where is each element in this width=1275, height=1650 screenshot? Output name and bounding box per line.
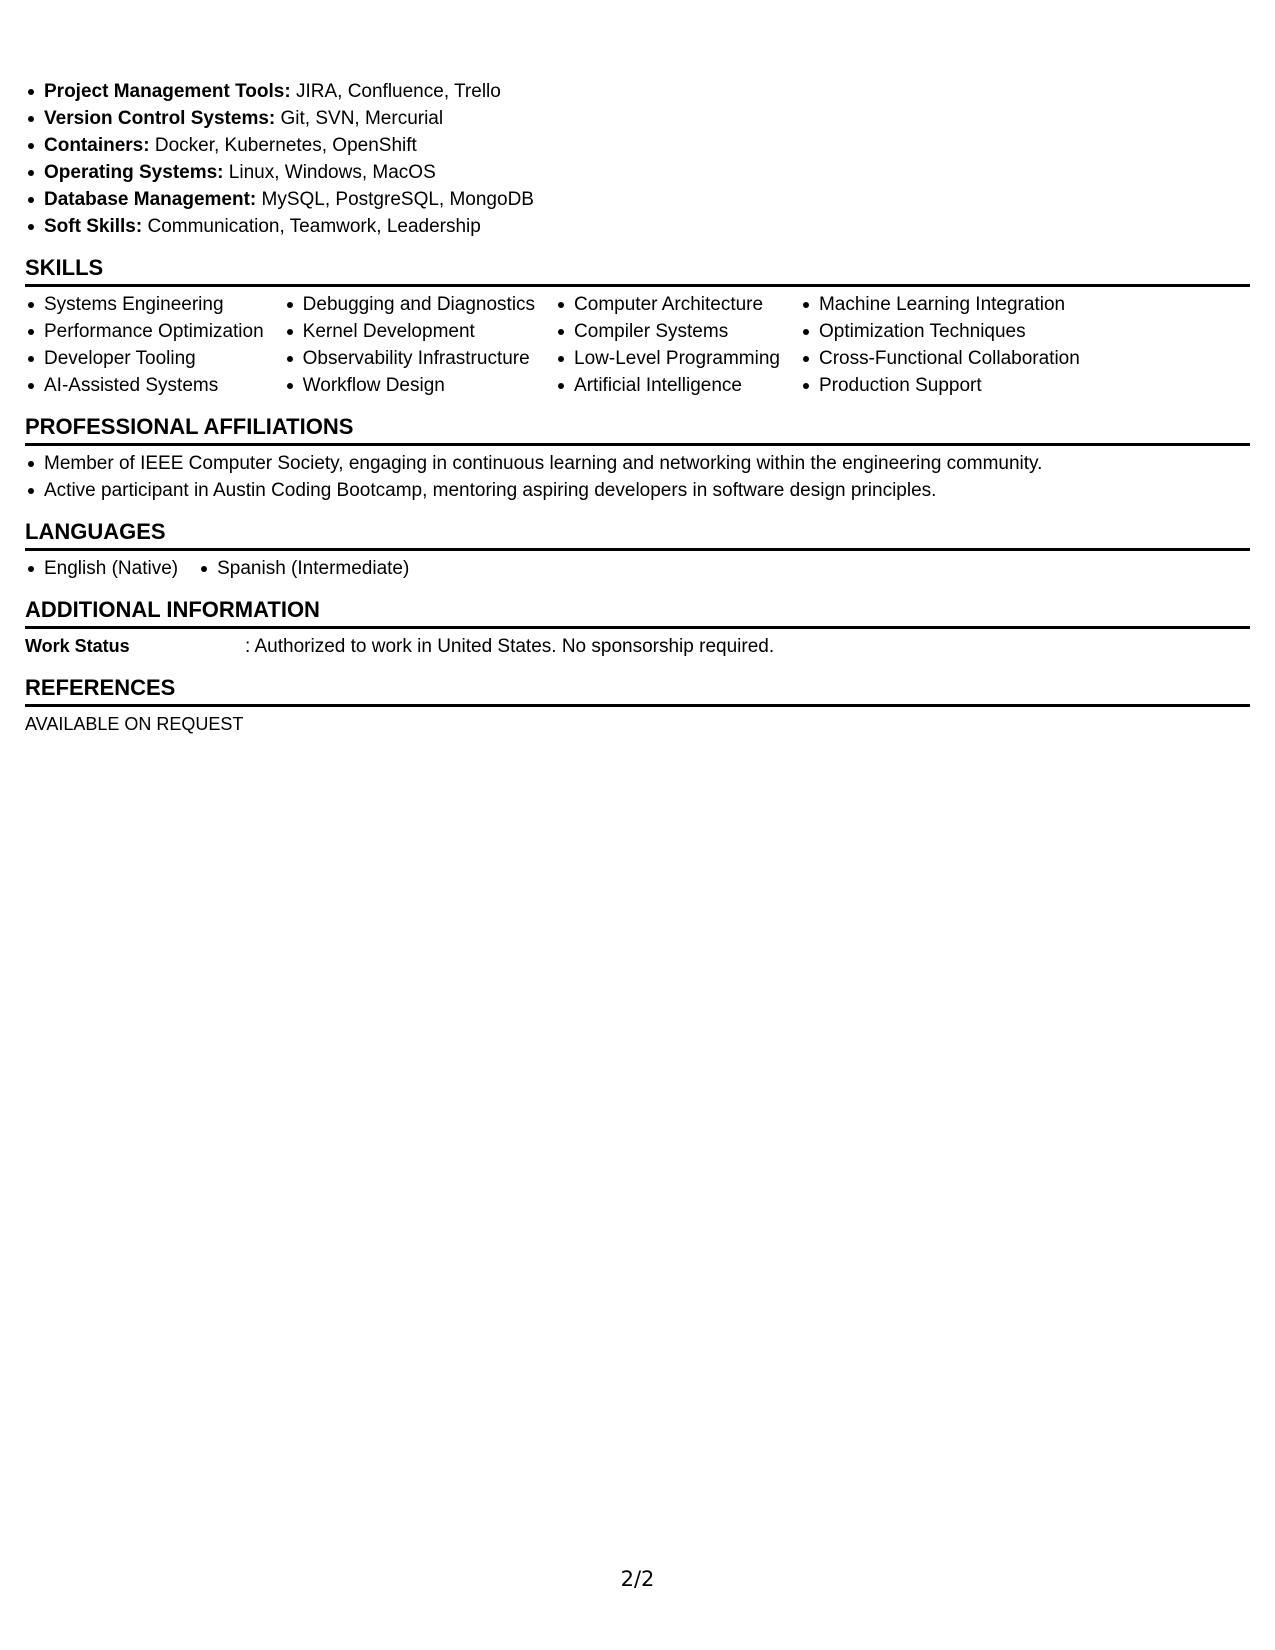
skills-grid bbox=[25, 291, 1250, 399]
work-status-value: : Authorized to work in United States. No sponsorship required. bbox=[245, 636, 775, 657]
list-item bbox=[25, 213, 1250, 240]
skills-column bbox=[25, 291, 264, 399]
item-value: MySQL, PostgreSQL, MongoDB bbox=[256, 189, 534, 210]
skill-item: Debugging and Diagnostics bbox=[284, 291, 535, 318]
item-value: Linux, Windows, MacOS bbox=[223, 162, 436, 183]
list-item bbox=[25, 186, 1250, 213]
item-label: Operating Systems: bbox=[44, 162, 224, 183]
skill-item: Observability Infrastructure bbox=[284, 345, 535, 372]
work-status-label: Work Status bbox=[25, 636, 130, 656]
skills-column bbox=[555, 291, 780, 399]
skill-item: Computer Architecture bbox=[555, 291, 780, 318]
list-item bbox=[25, 159, 1250, 186]
list-item bbox=[25, 132, 1250, 159]
item-value: Communication, Teamwork, Leadership bbox=[142, 216, 481, 237]
technical-tools-list bbox=[25, 78, 1250, 240]
additional-info-heading: ADDITIONAL INFORMATION bbox=[25, 595, 1250, 629]
skill-item: Performance Optimization bbox=[25, 318, 264, 345]
skills-column bbox=[284, 291, 535, 399]
affiliations-list bbox=[25, 450, 1250, 504]
item-value: Docker, Kubernetes, OpenShift bbox=[149, 135, 417, 156]
languages-list bbox=[25, 555, 1250, 582]
skill-item: Machine Learning Integration bbox=[800, 291, 1080, 318]
skills-column bbox=[800, 291, 1080, 399]
references-text: AVAILABLE ON REQUEST bbox=[25, 714, 244, 734]
item-label: Project Management Tools: bbox=[44, 81, 291, 102]
skill-item: Low-Level Programming bbox=[555, 345, 780, 372]
resume-page bbox=[25, 78, 1250, 738]
list-item bbox=[25, 78, 1250, 105]
skill-item: Optimization Techniques bbox=[800, 318, 1080, 345]
skill-item: Workflow Design bbox=[284, 372, 535, 399]
skill-item: AI-Assisted Systems bbox=[25, 372, 264, 399]
language-item: English (Native) bbox=[25, 555, 178, 582]
item-label: Version Control Systems: bbox=[44, 108, 276, 129]
affiliations-heading: PROFESSIONAL AFFILIATIONS bbox=[25, 412, 1250, 446]
page-number: 2/2 bbox=[620, 1567, 655, 1591]
skill-item: Compiler Systems bbox=[555, 318, 780, 345]
item-label: Containers: bbox=[44, 135, 150, 156]
item-label: Soft Skills: bbox=[44, 216, 143, 237]
skill-item: Cross-Functional Collaboration bbox=[800, 345, 1080, 372]
skill-item: Artificial Intelligence bbox=[555, 372, 780, 399]
affiliation-item: Active participant in Austin Coding Bootcamp, mentoring aspiring developers in software design principles. bbox=[25, 477, 1250, 504]
item-value: JIRA, Confluence, Trello bbox=[290, 81, 501, 102]
references-heading: REFERENCES bbox=[25, 673, 1250, 707]
skill-item: Developer Tooling bbox=[25, 345, 264, 372]
list-item bbox=[25, 105, 1250, 132]
work-status-row bbox=[25, 633, 1250, 660]
skill-item: Systems Engineering bbox=[25, 291, 264, 318]
skill-item: Production Support bbox=[800, 372, 1080, 399]
skills-heading: SKILLS bbox=[25, 253, 1250, 287]
languages-heading: LANGUAGES bbox=[25, 517, 1250, 551]
item-value: Git, SVN, Mercurial bbox=[275, 108, 444, 129]
item-label: Database Management: bbox=[44, 189, 257, 210]
affiliation-item: Member of IEEE Computer Society, engaging in continuous learning and networking within the engineering community. bbox=[25, 450, 1250, 477]
skill-item: Kernel Development bbox=[284, 318, 535, 345]
language-item: Spanish (Intermediate) bbox=[198, 555, 409, 582]
